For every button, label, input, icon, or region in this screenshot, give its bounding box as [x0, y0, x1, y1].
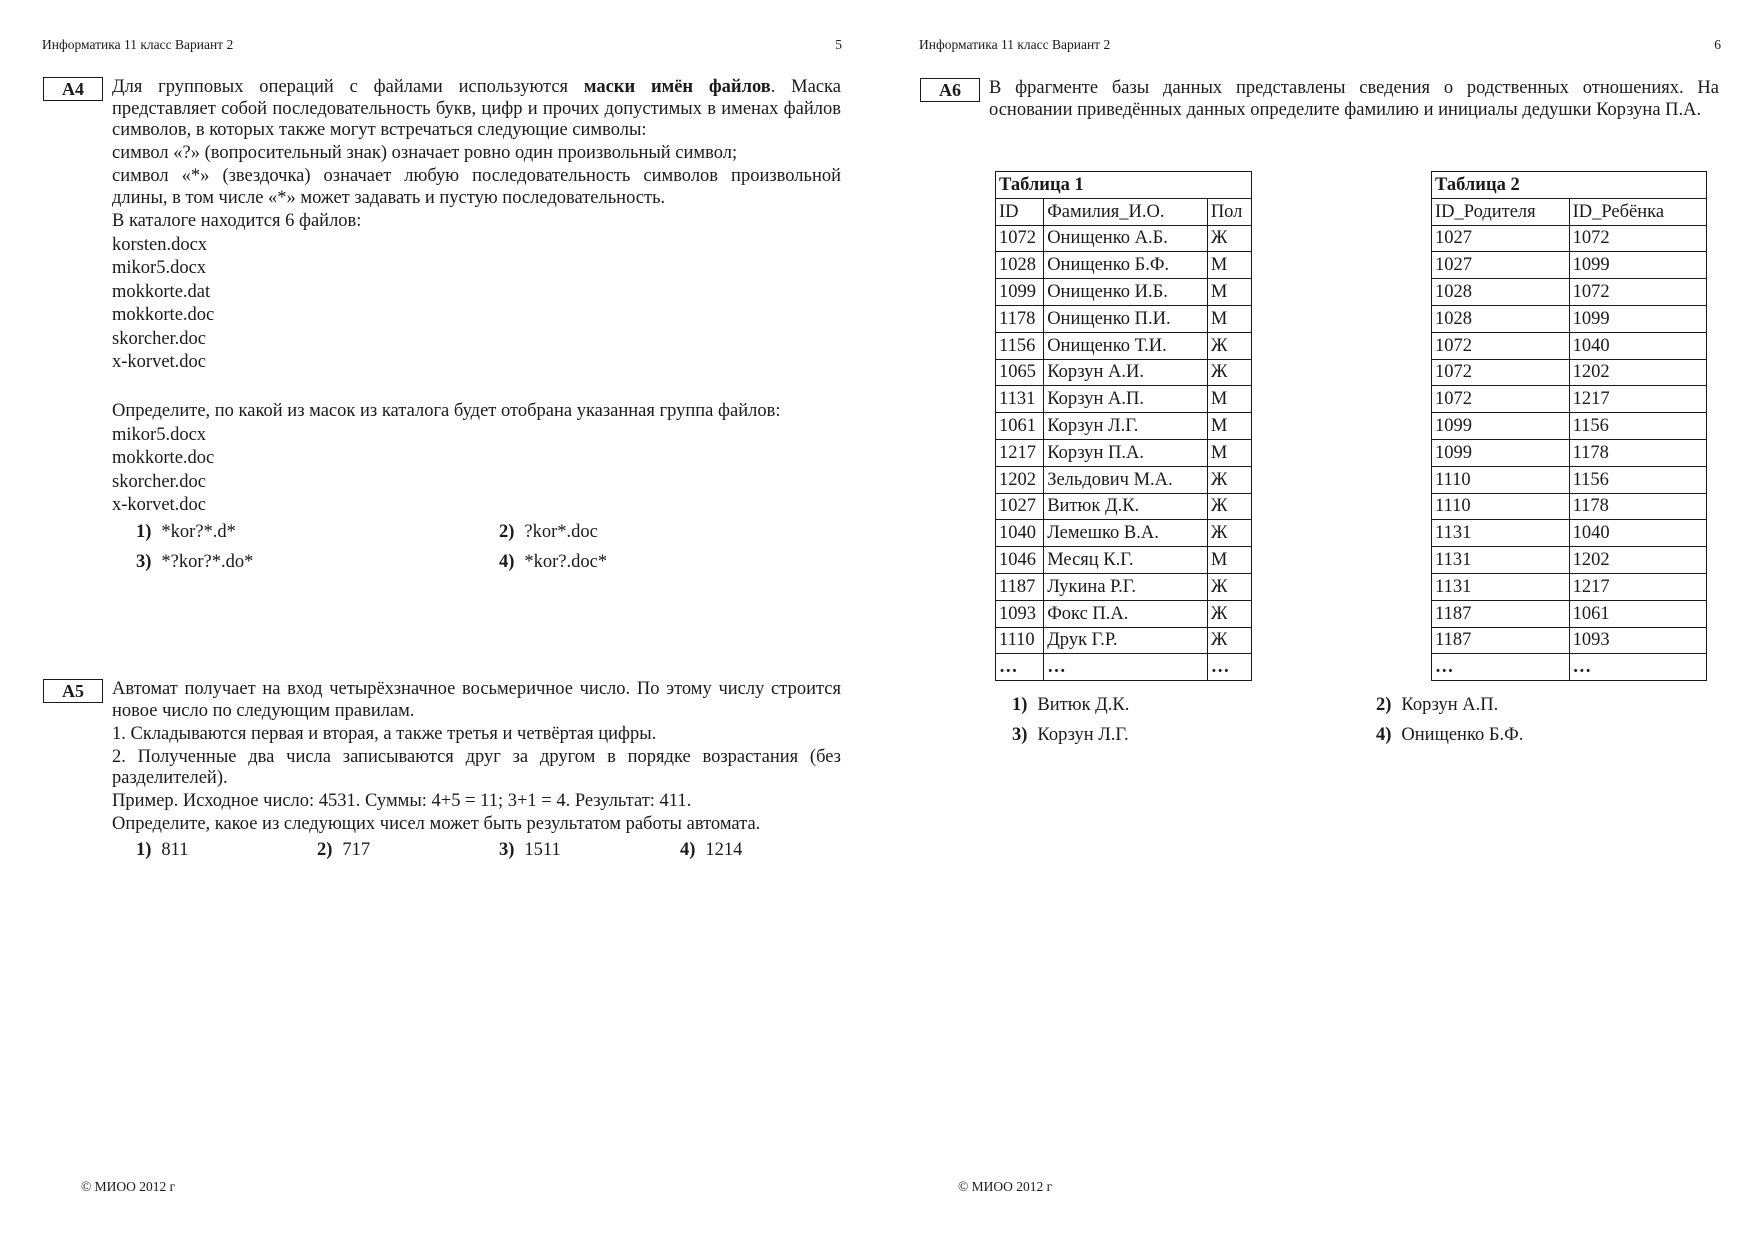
table-cell: Лемешко В.А. — [1044, 520, 1208, 547]
table-cell: 1131 — [1432, 573, 1570, 600]
table-cell: 1202 — [1569, 547, 1706, 574]
table-cell: 1187 — [996, 573, 1044, 600]
table-cell: 1156 — [996, 332, 1044, 359]
column-header: ID_Ребёнка — [1569, 198, 1706, 225]
table-cell: Онищенко Б.Ф. — [1044, 252, 1208, 279]
answer-number: 2) — [499, 521, 515, 542]
table-row — [996, 627, 1252, 654]
answer-option[interactable] — [317, 840, 370, 862]
question-a4 — [112, 77, 841, 580]
table-row — [1432, 573, 1707, 600]
answer-text: 811 — [161, 839, 189, 860]
column-header: ID — [996, 198, 1044, 225]
table-row — [996, 305, 1252, 332]
catalog-file: x-korvet.doc — [112, 352, 207, 372]
table-row — [996, 573, 1252, 600]
answer-text: *kor?*.d* — [161, 521, 236, 542]
table-persons — [995, 171, 1252, 681]
table-cell: 1187 — [1432, 627, 1570, 654]
selected-file: mikor5.docx — [112, 424, 207, 445]
table-row — [996, 332, 1252, 359]
table-cell: М — [1207, 547, 1251, 574]
table-cell: … — [1569, 654, 1706, 681]
table-cell: Зельдович М.А. — [1044, 466, 1208, 493]
table-cell: 1110 — [996, 627, 1044, 654]
selected-file: skorcher.doc — [112, 471, 207, 492]
table-row — [1432, 225, 1707, 252]
a4-intro-rest: . Маска представляет собой последовательность букв, цифр и прочих допустимых в именах файлов символов, в которых также могут встречаться следующие символы: — [112, 77, 841, 140]
table-cell: Ж — [1207, 600, 1251, 627]
column-header: ID_Родителя — [1432, 198, 1570, 225]
table-row — [996, 493, 1252, 520]
a4-intro-text: Для групповых операций с файлами используются — [112, 77, 584, 97]
a4-rule-2: символ «*» (звездочка) означает любую последовательность символов произвольной длины, в том числе «*» может задавать и пустую последовательность. — [112, 166, 841, 208]
table-cell: Ж — [1207, 466, 1251, 493]
answer-option[interactable] — [136, 840, 189, 862]
page-number: 5 — [835, 37, 842, 52]
table-cell: … — [1432, 654, 1570, 681]
table-row — [1432, 627, 1707, 654]
table-row — [996, 520, 1252, 547]
table-cell: 1202 — [1569, 359, 1706, 386]
table-cell: 1178 — [1569, 493, 1706, 520]
a6-intro: В фрагменте базы данных представлены сведения о родственных отношениях. На основании приведённых данных определите фамилию и инициалы дедушки Корзуна П.А. — [989, 78, 1719, 120]
table-row — [996, 386, 1252, 413]
table-cell: 1099 — [1432, 413, 1570, 440]
table-cell: Онищенко А.Б. — [1044, 225, 1208, 252]
table-cell: Онищенко И.Б. — [1044, 279, 1208, 306]
a6-answers-row-1 — [1012, 695, 1712, 723]
table-cell: 1099 — [1569, 305, 1706, 332]
answer-text: Онищенко Б.Ф. — [1401, 725, 1524, 745]
table-cell: 1178 — [1569, 439, 1706, 466]
a5-intro: Автомат получает на вход четырёхзначное восьмеричное число. По этому числу строится новое число по следующим правилам. — [112, 679, 841, 721]
answer-option[interactable] — [1012, 695, 1129, 717]
table-cell: 1040 — [1569, 520, 1706, 547]
answer-text: 1511 — [524, 839, 561, 860]
table-cell: 1217 — [1569, 386, 1706, 413]
table-cell: 1027 — [1432, 252, 1570, 279]
table-cell: 1099 — [996, 279, 1044, 306]
table-cell: 1217 — [996, 439, 1044, 466]
table-cell: Корзун А.И. — [1044, 359, 1208, 386]
table-cell: М — [1207, 279, 1251, 306]
table-row — [1432, 654, 1707, 681]
table-cell: 1065 — [996, 359, 1044, 386]
table-row — [1432, 493, 1707, 520]
table-cell: Онищенко П.И. — [1044, 305, 1208, 332]
table-cell: 1217 — [1569, 573, 1706, 600]
table-cell: М — [1207, 252, 1251, 279]
answer-number: 1) — [136, 521, 152, 542]
table-cell: 1131 — [1432, 520, 1570, 547]
table-cell: 1046 — [996, 547, 1044, 574]
catalog-file: mokkorte.doc — [112, 305, 215, 325]
a4-answers-row-1 — [112, 522, 841, 550]
table-caption: Таблица 1 — [996, 172, 1252, 199]
table-cell: Витюк Д.К. — [1044, 493, 1208, 520]
table-row — [1432, 386, 1707, 413]
table-cell: … — [1207, 654, 1251, 681]
table-cell: 1093 — [996, 600, 1044, 627]
page-right — [877, 0, 1754, 1239]
a6-answers — [1012, 695, 1712, 753]
table-cell: Фокс П.А. — [1044, 600, 1208, 627]
table-cell: 1028 — [1432, 305, 1570, 332]
table-row — [1432, 279, 1707, 306]
answer-option[interactable] — [136, 552, 253, 574]
table-cell: 1072 — [996, 225, 1044, 252]
catalog-file: mokkorte.dat — [112, 281, 211, 302]
answer-option[interactable] — [136, 522, 236, 544]
answer-text: Витюк Д.К. — [1037, 695, 1130, 715]
a4-question: Определите, по какой из масок из каталога будет отобрана указанная группа файлов: — [112, 400, 781, 421]
table-cell: Ж — [1207, 493, 1251, 520]
table-cell: Месяц К.Г. — [1044, 547, 1208, 574]
table-cell: Корзун П.А. — [1044, 439, 1208, 466]
table-row — [996, 600, 1252, 627]
table-cell: 1072 — [1432, 332, 1570, 359]
answer-number: 2) — [317, 839, 333, 860]
table-caption: Таблица 2 — [1432, 172, 1707, 199]
table-row — [1432, 413, 1707, 440]
catalog-file: skorcher.doc — [112, 328, 207, 349]
answer-number: 4) — [680, 839, 696, 860]
table-cell: Ж — [1207, 520, 1251, 547]
a4-rule-1: символ «?» (вопросительный знак) означает ровно один произвольный символ; — [112, 143, 738, 163]
table-row — [996, 413, 1252, 440]
table-cell: Корзун А.П. — [1044, 386, 1208, 413]
table-cell: 1156 — [1569, 466, 1706, 493]
a5-answers — [112, 840, 841, 868]
table-row — [996, 547, 1252, 574]
a4-catalog-intro: В каталоге находится 6 файлов: — [112, 210, 362, 231]
answer-option[interactable] — [680, 840, 742, 862]
answer-option[interactable] — [1376, 725, 1523, 747]
footer-copyright: © МИОО 2012 г — [81, 1179, 176, 1194]
table-cell: 1099 — [1569, 252, 1706, 279]
answer-text: 1214 — [705, 839, 743, 860]
table-row — [996, 225, 1252, 252]
table-row — [1432, 252, 1707, 279]
header-title: Информатика 11 класс Вариант 2 — [42, 37, 234, 52]
table-cell: Лукина Р.Г. — [1044, 573, 1208, 600]
table-row — [996, 359, 1252, 386]
table-cell: 1131 — [996, 386, 1044, 413]
table-cell: 1072 — [1432, 386, 1570, 413]
table-row — [1432, 359, 1707, 386]
answer-number: 4) — [1376, 725, 1392, 745]
a5-example: Пример. Исходное число: 4531. Суммы: 4+5 = 11; 3+1 = 4. Результат: 411. — [112, 791, 692, 811]
footer-copyright: © МИОО 2012 г — [958, 1179, 1053, 1194]
table-cell: 1093 — [1569, 627, 1706, 654]
table-cell: 1156 — [1569, 413, 1706, 440]
table-cell: 1072 — [1569, 279, 1706, 306]
table-cell: 1072 — [1432, 359, 1570, 386]
table-cell: 1028 — [1432, 279, 1570, 306]
question-label-a5: А5 — [43, 679, 103, 703]
table-cell: Онищенко Т.И. — [1044, 332, 1208, 359]
table-relations-body — [1432, 225, 1707, 681]
answer-number: 4) — [499, 551, 515, 572]
table-row — [1432, 520, 1707, 547]
table-relations — [1431, 171, 1707, 681]
a5-question: Определите, какое из следующих чисел может быть результатом работы автомата. — [112, 814, 761, 834]
answer-option[interactable] — [499, 552, 607, 574]
answer-number: 1) — [1012, 695, 1028, 715]
table-cell: 1187 — [1432, 600, 1570, 627]
question-a5 — [112, 679, 841, 868]
page-number: 6 — [1714, 37, 1721, 52]
table-cell: 1027 — [1432, 225, 1570, 252]
catalog-file: mikor5.docx — [112, 258, 207, 278]
answer-text: *?kor?*.do* — [161, 551, 254, 572]
answer-option[interactable] — [499, 522, 598, 544]
table-row — [996, 439, 1252, 466]
table-cell: 1027 — [996, 493, 1044, 520]
a5-rule-1: 1. Складываются первая и вторая, а также третья и четвёртая цифры. — [112, 723, 657, 744]
table-row — [996, 252, 1252, 279]
table-cell: 1040 — [1569, 332, 1706, 359]
table-row — [996, 279, 1252, 306]
table-cell: 1040 — [996, 520, 1044, 547]
answer-text: Корзун Л.Г. — [1037, 725, 1129, 745]
a4-intro — [112, 77, 841, 142]
table-row — [1432, 305, 1707, 332]
catalog-file: korsten.docx — [112, 234, 208, 255]
table-row — [996, 466, 1252, 493]
answer-text: Корзун А.П. — [1401, 695, 1499, 715]
a4-answers-row-2 — [112, 552, 841, 580]
table-cell: Ж — [1207, 627, 1251, 654]
table-cell: М — [1207, 413, 1251, 440]
table-row — [996, 654, 1252, 681]
table-cell: 1072 — [1569, 225, 1706, 252]
table-cell: 1061 — [996, 413, 1044, 440]
table-cell: … — [1044, 654, 1208, 681]
table-cell: 1028 — [996, 252, 1044, 279]
question-label-a4: А4 — [43, 77, 103, 101]
table-cell: 1110 — [1432, 466, 1570, 493]
answer-text: *kor?.doc* — [524, 551, 608, 572]
table-cell: М — [1207, 439, 1251, 466]
a6-answers-row-2 — [1012, 725, 1712, 753]
table-cell: 1061 — [1569, 600, 1706, 627]
table-cell: Друк Г.Р. — [1044, 627, 1208, 654]
selected-file: x-korvet.doc — [112, 495, 207, 515]
a5-rule-2: 2. Полученные два числа записываются друг за другом в порядке возрастания (без разделителей). — [112, 746, 841, 788]
answer-number: 3) — [136, 551, 152, 572]
table-cell: Ж — [1207, 332, 1251, 359]
column-header: Фамилия_И.О. — [1044, 198, 1208, 225]
header-title: Информатика 11 класс Вариант 2 — [919, 37, 1111, 52]
table-cell: 1178 — [996, 305, 1044, 332]
answer-number: 2) — [1376, 695, 1392, 715]
table-row — [1432, 600, 1707, 627]
table-cell: Ж — [1207, 225, 1251, 252]
question-a6 — [989, 78, 1719, 123]
table-cell: Ж — [1207, 359, 1251, 386]
answer-number: 3) — [499, 839, 515, 860]
column-header: Пол — [1207, 198, 1251, 225]
table-cell: 1099 — [1432, 439, 1570, 466]
answer-number: 1) — [136, 839, 152, 860]
question-label-a6: А6 — [920, 78, 980, 102]
table-cell: 1110 — [1432, 493, 1570, 520]
table-cell: … — [996, 654, 1044, 681]
answer-option[interactable] — [1376, 695, 1498, 717]
table-cell: 1131 — [1432, 547, 1570, 574]
table-cell: Корзун Л.Г. — [1044, 413, 1208, 440]
answer-number: 3) — [1012, 725, 1028, 745]
answer-text: ?kor*.doc — [524, 521, 598, 542]
table-row — [1432, 466, 1707, 493]
table-cell: Ж — [1207, 573, 1251, 600]
table-row — [1432, 547, 1707, 574]
table-row — [1432, 332, 1707, 359]
table-persons-body — [996, 225, 1252, 681]
table-cell: 1202 — [996, 466, 1044, 493]
table-row — [1432, 439, 1707, 466]
a4-intro-bold: маски имён файлов — [583, 77, 771, 97]
selected-file: mokkorte.doc — [112, 448, 215, 468]
answer-text: 717 — [342, 839, 371, 860]
table-cell: М — [1207, 386, 1251, 413]
table-cell: М — [1207, 305, 1251, 332]
answer-option[interactable] — [499, 840, 561, 862]
answer-option[interactable] — [1012, 725, 1129, 747]
